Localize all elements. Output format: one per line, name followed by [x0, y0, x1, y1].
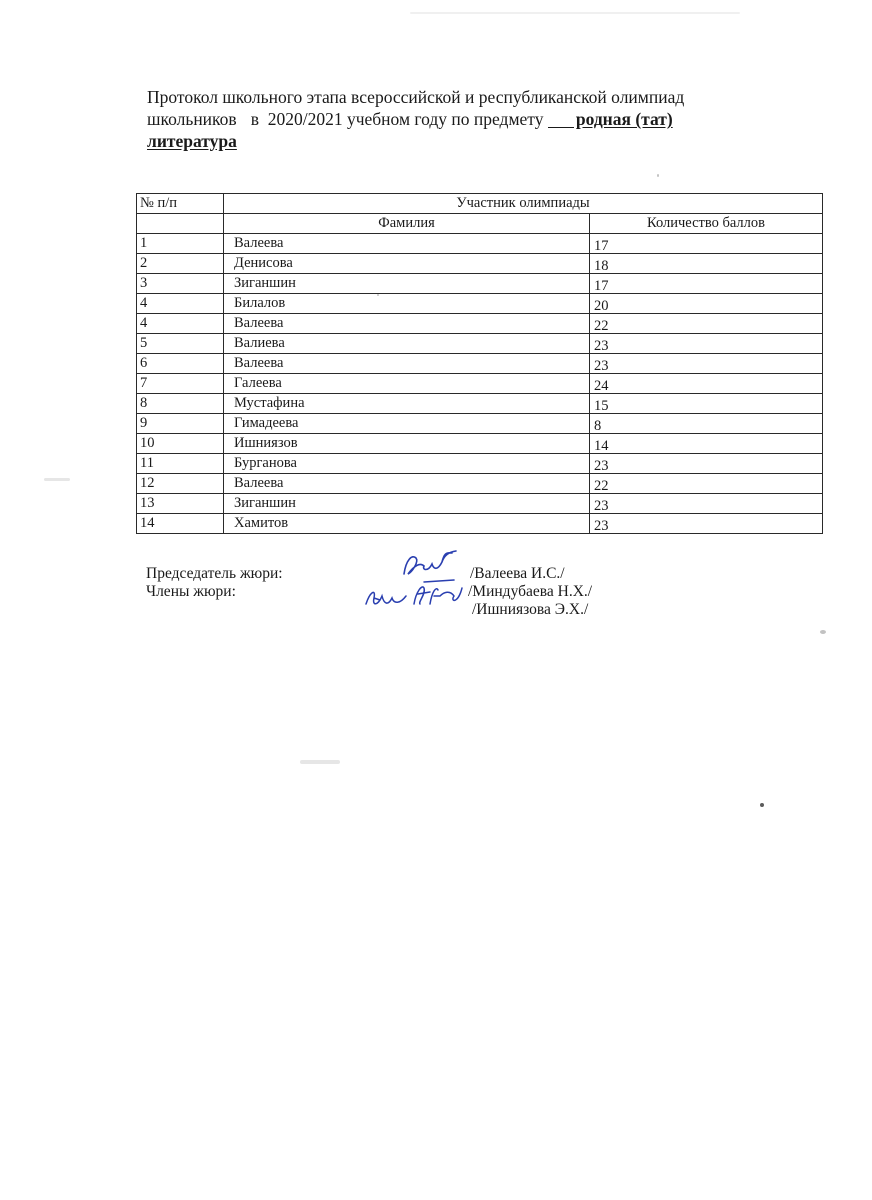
scan-speck	[410, 12, 740, 14]
table-row	[137, 234, 823, 254]
row-number: 1	[137, 234, 224, 254]
table-row	[137, 374, 823, 394]
title-in: в	[250, 109, 259, 129]
title-year-subject: 2020/2021 учебном году по предмету	[267, 109, 544, 129]
row-score: 22	[594, 318, 609, 334]
table-row	[137, 354, 823, 374]
row-score-cell	[590, 354, 823, 374]
table-row	[137, 414, 823, 434]
scan-speck	[820, 630, 826, 634]
row-score-cell	[590, 314, 823, 334]
row-surname: Валеева	[224, 234, 590, 254]
col-surname-header: Фамилия	[224, 214, 590, 234]
scan-speck	[300, 760, 340, 764]
row-surname: Билалов	[224, 294, 590, 314]
row-score: 23	[594, 338, 609, 354]
row-surname: Гимадеева	[224, 414, 590, 434]
title-line-1: Протокол школьного этапа всероссийской и республиканской олимпиад	[147, 87, 685, 107]
row-surname: Мустафина	[224, 394, 590, 414]
results-table	[136, 193, 823, 534]
row-score: 24	[594, 378, 609, 394]
scan-speck	[44, 478, 70, 481]
row-score-cell	[590, 254, 823, 274]
protocol-title	[147, 86, 787, 152]
subject-part-1: родная (тат)	[575, 109, 673, 129]
row-score-cell	[590, 414, 823, 434]
jury-chair-label: Председатель жюри:	[146, 565, 283, 582]
row-number: 3	[137, 274, 224, 294]
row-number: 4	[137, 294, 224, 314]
row-score-cell	[590, 374, 823, 394]
jury-member-row	[146, 583, 766, 601]
row-score-cell	[590, 514, 823, 534]
table-row	[137, 494, 823, 514]
results-table-body	[137, 234, 823, 534]
row-surname: Хамитов	[224, 514, 590, 534]
row-number: 6	[137, 354, 224, 374]
row-score: 15	[594, 398, 609, 414]
row-score: 8	[594, 418, 602, 434]
row-number: 14	[137, 514, 224, 534]
jury-member-row	[146, 601, 766, 619]
row-number: 13	[137, 494, 224, 514]
table-row	[137, 294, 823, 314]
row-surname: Зиганшин	[224, 494, 590, 514]
row-surname: Валеева	[224, 314, 590, 334]
row-score: 23	[594, 358, 609, 374]
jury-member-name: /Ишниязова Э.Х./	[472, 601, 589, 618]
table-header-row-1	[137, 194, 823, 214]
table-row	[137, 394, 823, 414]
row-score-cell	[590, 234, 823, 254]
row-surname: Валеева	[224, 354, 590, 374]
row-score-cell	[590, 494, 823, 514]
row-number: 12	[137, 474, 224, 494]
row-surname: Валеева	[224, 474, 590, 494]
row-score-cell	[590, 274, 823, 294]
row-surname: Денисова	[224, 254, 590, 274]
row-surname: Зиганшин	[224, 274, 590, 294]
row-score-cell	[590, 454, 823, 474]
row-score-cell	[590, 474, 823, 494]
row-score-cell	[590, 334, 823, 354]
row-score: 23	[594, 458, 609, 474]
row-score: 20	[594, 298, 609, 314]
row-surname: Галеева	[224, 374, 590, 394]
table-row	[137, 314, 823, 334]
table-row	[137, 334, 823, 354]
row-score: 23	[594, 518, 609, 534]
row-score: 23	[594, 498, 609, 514]
row-number: 9	[137, 414, 224, 434]
scan-speck	[657, 174, 659, 177]
subject-part-2: литература	[147, 131, 237, 151]
table-row	[137, 474, 823, 494]
row-surname: Бурганова	[224, 454, 590, 474]
title-line-3	[147, 130, 787, 152]
underline-blank	[548, 126, 574, 128]
row-score-cell	[590, 294, 823, 314]
row-number: 8	[137, 394, 224, 414]
table-row	[137, 434, 823, 454]
row-number: 10	[137, 434, 224, 454]
row-number: 4	[137, 314, 224, 334]
row-number: 5	[137, 334, 224, 354]
row-score: 22	[594, 478, 609, 494]
col-score-header: Количество баллов	[590, 214, 823, 234]
row-score: 17	[594, 238, 609, 254]
table-header-row-2	[137, 214, 823, 234]
row-score-cell	[590, 394, 823, 414]
row-surname: Валиева	[224, 334, 590, 354]
jury-chair-name: /Валеева И.С./	[470, 565, 565, 582]
jury-member-name: /Миндубаева Н.Х./	[468, 583, 593, 600]
row-score: 14	[594, 438, 609, 454]
row-score-cell	[590, 434, 823, 454]
scan-speck	[760, 803, 764, 807]
table-row	[137, 514, 823, 534]
row-score: 17	[594, 278, 609, 294]
table-row	[137, 274, 823, 294]
participant-group-header: Участник олимпиады	[224, 194, 823, 214]
title-line-2	[147, 108, 787, 130]
row-surname: Ишниязов	[224, 434, 590, 454]
jury-chair-row	[146, 565, 766, 583]
col-number-subheader-empty	[137, 214, 224, 234]
table-row	[137, 254, 823, 274]
jury-members-label: Члены жюри:	[146, 583, 236, 600]
row-score: 18	[594, 258, 609, 274]
table-row	[137, 454, 823, 474]
title-school-students: школьников	[147, 109, 237, 129]
col-number-header: № п/п	[137, 194, 224, 214]
row-number: 2	[137, 254, 224, 274]
row-number: 11	[137, 454, 224, 474]
row-number: 7	[137, 374, 224, 394]
jury-section	[146, 565, 766, 619]
